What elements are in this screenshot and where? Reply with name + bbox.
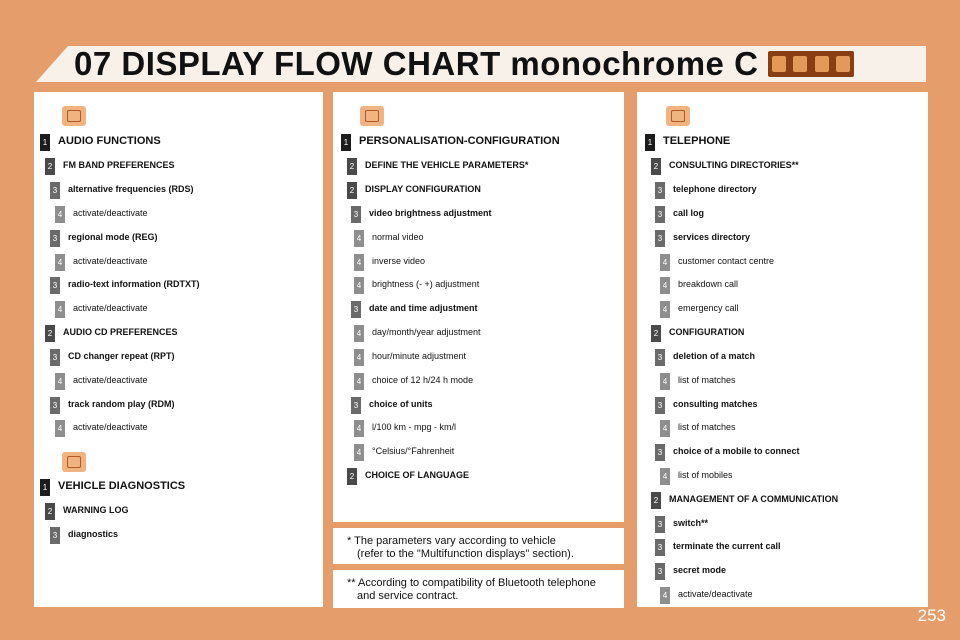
- menu-item-label: TELEPHONE: [663, 135, 731, 147]
- level-badge: 1: [40, 134, 50, 151]
- menu-item-label: hour/minute adjustment: [372, 351, 467, 361]
- level-badge: 3: [351, 301, 361, 318]
- menu-item-label: choice of a mobile to connect: [673, 446, 800, 456]
- menu-item-label: CD changer repeat (RPT): [68, 351, 175, 361]
- page-number: 253: [917, 606, 946, 625]
- level-badge: 1: [341, 134, 351, 151]
- level-badge: 4: [354, 277, 364, 294]
- level-badge: 4: [660, 254, 670, 271]
- settings-icon: [360, 106, 384, 126]
- level-badge: 3: [351, 397, 361, 414]
- level-badge: 4: [354, 254, 364, 271]
- menu-item-label: diagnostics: [68, 529, 119, 539]
- level-badge: 4: [55, 206, 65, 223]
- menu-item-label: DEFINE THE VEHICLE PARAMETERS*: [365, 160, 529, 170]
- level-badge: 4: [660, 420, 670, 437]
- level-badge: 4: [55, 373, 65, 390]
- menu-item-label: activate/deactivate: [73, 256, 148, 266]
- level-badge: 3: [655, 397, 665, 414]
- footnote-bluetooth: [333, 570, 624, 608]
- level-badge: 4: [660, 468, 670, 485]
- menu-item-label: AUDIO FUNCTIONS: [58, 135, 161, 147]
- level-badge: 1: [645, 134, 655, 151]
- level-badge: 4: [354, 325, 364, 342]
- level-badge: 3: [655, 563, 665, 580]
- menu-item-label: emergency call: [678, 303, 739, 313]
- level-badge: 3: [50, 527, 60, 544]
- menu-item-label: l/100 km - mpg - km/l: [372, 422, 457, 432]
- menu-item-label: choice of 12 h/24 h mode: [372, 375, 474, 385]
- level-badge: 2: [651, 325, 661, 342]
- menu-item-label: regional mode (REG): [68, 232, 158, 242]
- settings-icon: [815, 56, 829, 72]
- menu-item-label: list of matches: [678, 375, 736, 385]
- menu-item-label: PERSONALISATION-CONFIGURATION: [359, 135, 560, 147]
- footnote-parameters: [333, 528, 624, 564]
- level-badge: 3: [655, 349, 665, 366]
- menu-item-label: activate/deactivate: [73, 303, 148, 313]
- personalisation-panel: [333, 92, 624, 522]
- footnote-text: * The parameters vary according to vehicle: [347, 535, 556, 547]
- menu-item-label: telephone directory: [673, 184, 757, 194]
- menu-item-label: video brightness adjustment: [369, 208, 492, 218]
- level-badge: 3: [50, 230, 60, 247]
- level-badge: 3: [351, 206, 361, 223]
- level-badge: 3: [655, 206, 665, 223]
- level-badge: 2: [347, 158, 357, 175]
- level-badge: 3: [50, 277, 60, 294]
- level-badge: 1: [40, 479, 50, 496]
- menu-item-label: services directory: [673, 232, 751, 242]
- menu-item-label: DISPLAY CONFIGURATION: [365, 184, 481, 194]
- menu-item-label: inverse video: [372, 256, 426, 266]
- level-badge: 4: [660, 373, 670, 390]
- level-badge: 3: [655, 444, 665, 461]
- menu-item-label: terminate the current call: [673, 541, 781, 551]
- menu-item-label: brightness (- +) adjustment: [372, 279, 480, 289]
- menu-item-label: FM BAND PREFERENCES: [63, 160, 175, 170]
- level-badge: 4: [660, 277, 670, 294]
- menu-item-label: VEHICLE DIAGNOSTICS: [58, 480, 186, 492]
- menu-item-label: normal video: [372, 232, 424, 242]
- phone-icon: [836, 56, 850, 72]
- level-badge: 3: [655, 539, 665, 556]
- menu-item-label: deletion of a match: [673, 351, 756, 361]
- menu-item-label: alternative frequencies (RDS): [68, 184, 194, 194]
- level-badge: 4: [55, 301, 65, 318]
- level-badge: 2: [651, 492, 661, 509]
- menu-item-label: CHOICE OF LANGUAGE: [365, 470, 470, 480]
- audio-icon: [772, 56, 786, 72]
- level-badge: 3: [50, 397, 60, 414]
- menu-item-label: date and time adjustment: [369, 303, 478, 313]
- menu-item-label: track random play (RDM): [68, 399, 175, 409]
- level-badge: 3: [50, 349, 60, 366]
- footnote-text: ** According to compatibility of Bluetooth telephone: [347, 577, 596, 589]
- menu-item-label: activate/deactivate: [73, 375, 148, 385]
- menu-item-label: WARNING LOG: [63, 505, 129, 515]
- menu-item-label: breakdown call: [678, 279, 739, 289]
- level-badge: 3: [655, 516, 665, 533]
- audio-diagnostics-panel: [34, 92, 323, 607]
- level-badge: 4: [660, 301, 670, 318]
- menu-item-label: choice of units: [369, 399, 433, 409]
- level-badge: 2: [45, 503, 55, 520]
- level-badge: 4: [354, 373, 364, 390]
- level-badge: 3: [50, 182, 60, 199]
- level-badge: 3: [655, 230, 665, 247]
- page-title: 07 DISPLAY FLOW CHART monochrome C: [74, 45, 759, 82]
- menu-item-label: CONFIGURATION: [669, 327, 745, 337]
- wrench-icon: [793, 56, 807, 72]
- level-badge: 2: [347, 468, 357, 485]
- header-icon-strip: [768, 51, 854, 77]
- level-badge: 2: [45, 325, 55, 342]
- level-badge: 3: [655, 182, 665, 199]
- menu-item-label: activate/deactivate: [73, 422, 148, 432]
- menu-item-label: list of mobiles: [678, 470, 733, 480]
- level-badge: 2: [45, 158, 55, 175]
- telephone-panel: [637, 92, 928, 607]
- footnote-text: and service contract.: [357, 590, 459, 602]
- level-badge: 4: [354, 230, 364, 247]
- menu-item-label: switch**: [673, 518, 709, 528]
- menu-item-label: CONSULTING DIRECTORIES**: [669, 160, 799, 170]
- level-badge: 4: [660, 587, 670, 604]
- level-badge: 2: [651, 158, 661, 175]
- menu-item-label: customer contact centre: [678, 256, 775, 266]
- menu-item-label: activate/deactivate: [73, 208, 148, 218]
- audio-icon: [62, 106, 86, 126]
- level-badge: 4: [354, 420, 364, 437]
- level-badge: 4: [55, 254, 65, 271]
- menu-item-label: consulting matches: [673, 399, 758, 409]
- menu-item-label: secret mode: [673, 565, 727, 575]
- menu-item-label: MANAGEMENT OF A COMMUNICATION: [669, 494, 839, 504]
- menu-item-label: radio-text information (RDTXT): [68, 279, 200, 289]
- menu-item-label: call log: [673, 208, 705, 218]
- menu-item-label: list of matches: [678, 422, 736, 432]
- level-badge: 4: [354, 349, 364, 366]
- wrench-icon: [62, 452, 86, 472]
- menu-item-label: day/month/year adjustment: [372, 327, 481, 337]
- phone-icon: [666, 106, 690, 126]
- level-badge: 4: [354, 444, 364, 461]
- menu-item-label: AUDIO CD PREFERENCES: [63, 327, 178, 337]
- menu-item-label: °Celsius/°Fahrenheit: [372, 446, 455, 456]
- level-badge: 2: [347, 182, 357, 199]
- level-badge: 4: [55, 420, 65, 437]
- menu-item-label: activate/deactivate: [678, 589, 753, 599]
- footnote-text: (refer to the "Multifunction displays" section).: [357, 548, 574, 560]
